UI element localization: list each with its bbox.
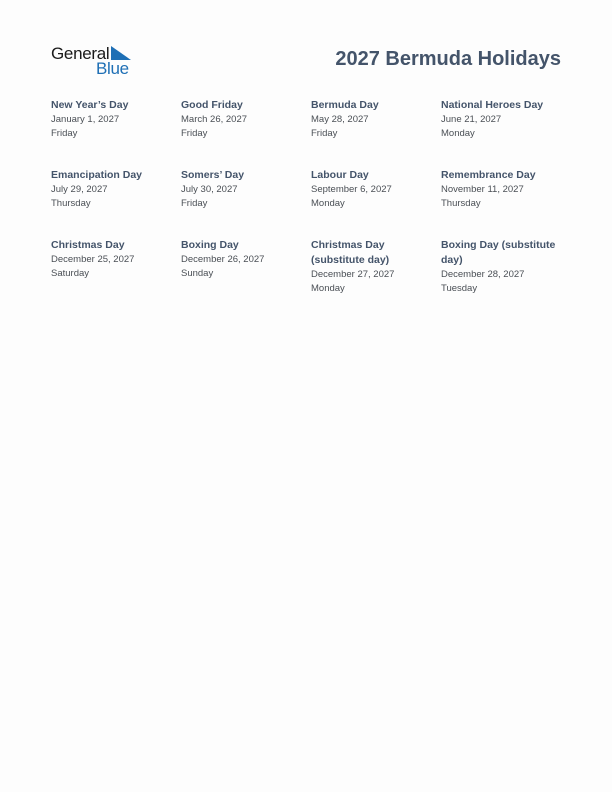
holiday-name: Christmas Day (substitute day) [311, 239, 390, 266]
holiday-name: Good Friday [181, 99, 243, 111]
holiday-weekday: Friday [311, 128, 338, 139]
holiday-name: Bermuda Day [311, 99, 379, 111]
logo [51, 44, 141, 78]
holiday-weekday: Thursday [441, 198, 481, 209]
holiday-name: New Year’s Day [51, 99, 129, 111]
holiday-item [51, 168, 171, 211]
holiday-item [441, 238, 561, 296]
holiday-date: June 21, 2027 [441, 114, 502, 125]
holiday-weekday: Sunday [181, 268, 214, 279]
holiday-item [181, 98, 301, 141]
holiday-item [181, 168, 301, 211]
holiday-date: July 30, 2027 [181, 184, 238, 195]
holiday-item [51, 238, 171, 281]
holiday-weekday: Friday [51, 128, 78, 139]
holiday-date: March 26, 2027 [181, 114, 248, 125]
holiday-name: Boxing Day (substitute day) [441, 239, 556, 266]
logo-triangle-icon [111, 46, 131, 60]
holiday-name: National Heroes Day [441, 99, 544, 111]
holiday-item [311, 98, 431, 141]
holiday-item [441, 168, 561, 211]
holiday-item [441, 98, 561, 141]
holiday-date: January 1, 2027 [51, 114, 120, 125]
page-title: 2027 Bermuda Holidays [335, 48, 561, 70]
holiday-weekday: Saturday [51, 268, 90, 279]
holiday-item [51, 98, 171, 141]
holiday-name: Emancipation Day [51, 169, 143, 181]
holiday-date: December 26, 2027 [181, 254, 265, 265]
holiday-date: May 28, 2027 [311, 114, 369, 125]
holiday-item [311, 238, 431, 296]
holiday-item [311, 168, 431, 211]
holiday-name: Boxing Day [181, 239, 239, 251]
holiday-date: November 11, 2027 [441, 184, 524, 195]
holiday-weekday: Friday [181, 128, 208, 139]
logo-text-general: General [51, 44, 110, 63]
holiday-date: December 27, 2027 [311, 269, 395, 280]
holiday-weekday: Tuesday [441, 283, 478, 294]
holiday-item [181, 238, 301, 281]
holiday-weekday: Monday [311, 283, 345, 294]
holiday-name: Christmas Day [51, 239, 125, 251]
holiday-weekday: Monday [441, 128, 475, 139]
holiday-name: Remembrance Day [441, 169, 536, 181]
holiday-date: September 6, 2027 [311, 184, 392, 195]
logo-text-blue: Blue [96, 59, 129, 78]
holiday-name: Labour Day [311, 169, 369, 181]
holiday-date: July 29, 2027 [51, 184, 108, 195]
holiday-weekday: Thursday [51, 198, 91, 209]
holiday-name: Somers’ Day [181, 169, 245, 181]
holiday-weekday: Friday [181, 198, 208, 209]
holiday-date: December 28, 2027 [441, 269, 525, 280]
holiday-date: December 25, 2027 [51, 254, 135, 265]
holiday-weekday: Monday [311, 198, 345, 209]
